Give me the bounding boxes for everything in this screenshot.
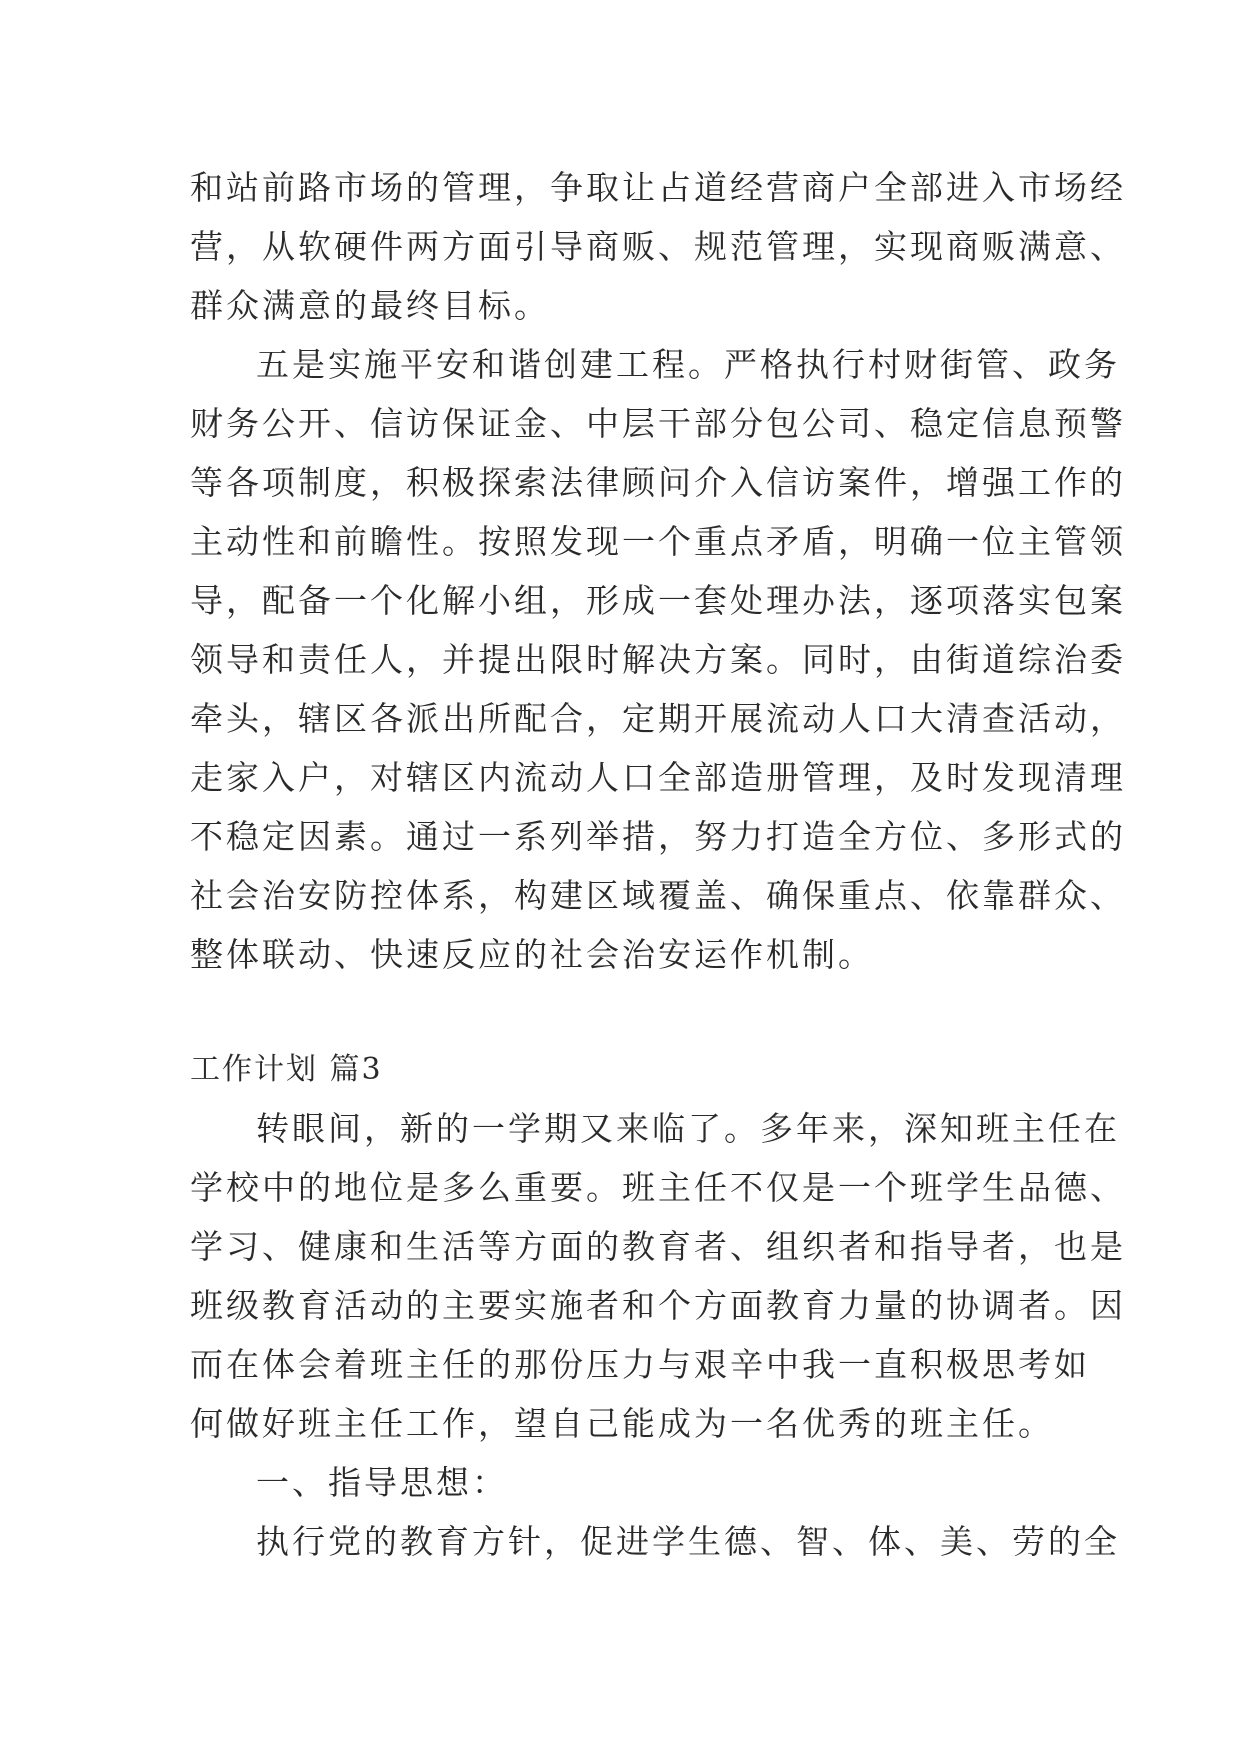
text-line: 和站前路市场的管理，争取让占道经营商户全部进入市场经 [190, 168, 1126, 207]
text-line: 学校中的地位是多么重要。班主任不仅是一个班学生品德、 [190, 1168, 1126, 1207]
text-line: 主动性和前瞻性。按照发现一个重点矛盾，明确一位主管领 [190, 522, 1126, 561]
text-line: 群众满意的最终目标。 [190, 286, 550, 325]
text-line: 走家入户，对辖区内流动人口全部造册管理，及时发现清理 [190, 758, 1126, 797]
paragraph-start: 执行党的教育方针，促进学生德、智、体、美、劳的全 [256, 1522, 1120, 1561]
text-line: 牵头，辖区各派出所配合，定期开展流动人口大清查活动， [190, 699, 1126, 738]
text-line: 财务公开、信访保证金、中层干部分包公司、稳定信息预警 [190, 404, 1126, 443]
text-line: 领导和责任人，并提出限时解决方案。同时，由街道综治委 [190, 640, 1126, 679]
text-line: 学习、健康和生活等方面的教育者、组织者和指导者，也是 [190, 1227, 1126, 1266]
text-line: 班级教育活动的主要实施者和个方面教育力量的协调者。因 [190, 1286, 1126, 1325]
text-line: 何做好班主任工作，望自己能成为一名优秀的班主任。 [190, 1404, 1054, 1443]
text-line: 而在体会着班主任的那份压力与艰辛中我一直积极思考如 [190, 1345, 1090, 1384]
text-line: 等各项制度，积极探索法律顾问介入信访案件，增强工作的 [190, 463, 1126, 502]
subheading: 一、指导思想： [256, 1463, 508, 1502]
text-line: 营，从软硬件两方面引导商贩、规范管理，实现商贩满意、 [190, 227, 1126, 266]
text-line: 导，配备一个化解小组，形成一套处理办法，逐项落实包案 [190, 581, 1126, 620]
text-line: 整体联动、快速反应的社会治安运作机制。 [190, 935, 874, 974]
section-heading: 工作计划 篇3 [190, 1052, 383, 1087]
text-line: 社会治安防控体系，构建区域覆盖、确保重点、依靠群众、 [190, 876, 1126, 915]
paragraph-start: 五是实施平安和谐创建工程。严格执行村财街管、政务 [256, 345, 1120, 384]
section-gap [190, 984, 1070, 1040]
document-body [190, 158, 1126, 1571]
paragraph-start: 转眼间，新的一学期又来临了。多年来，深知班主任在 [256, 1109, 1120, 1148]
text-line: 不稳定因素。通过一系列举措，努力打造全方位、多形式的 [190, 817, 1126, 856]
